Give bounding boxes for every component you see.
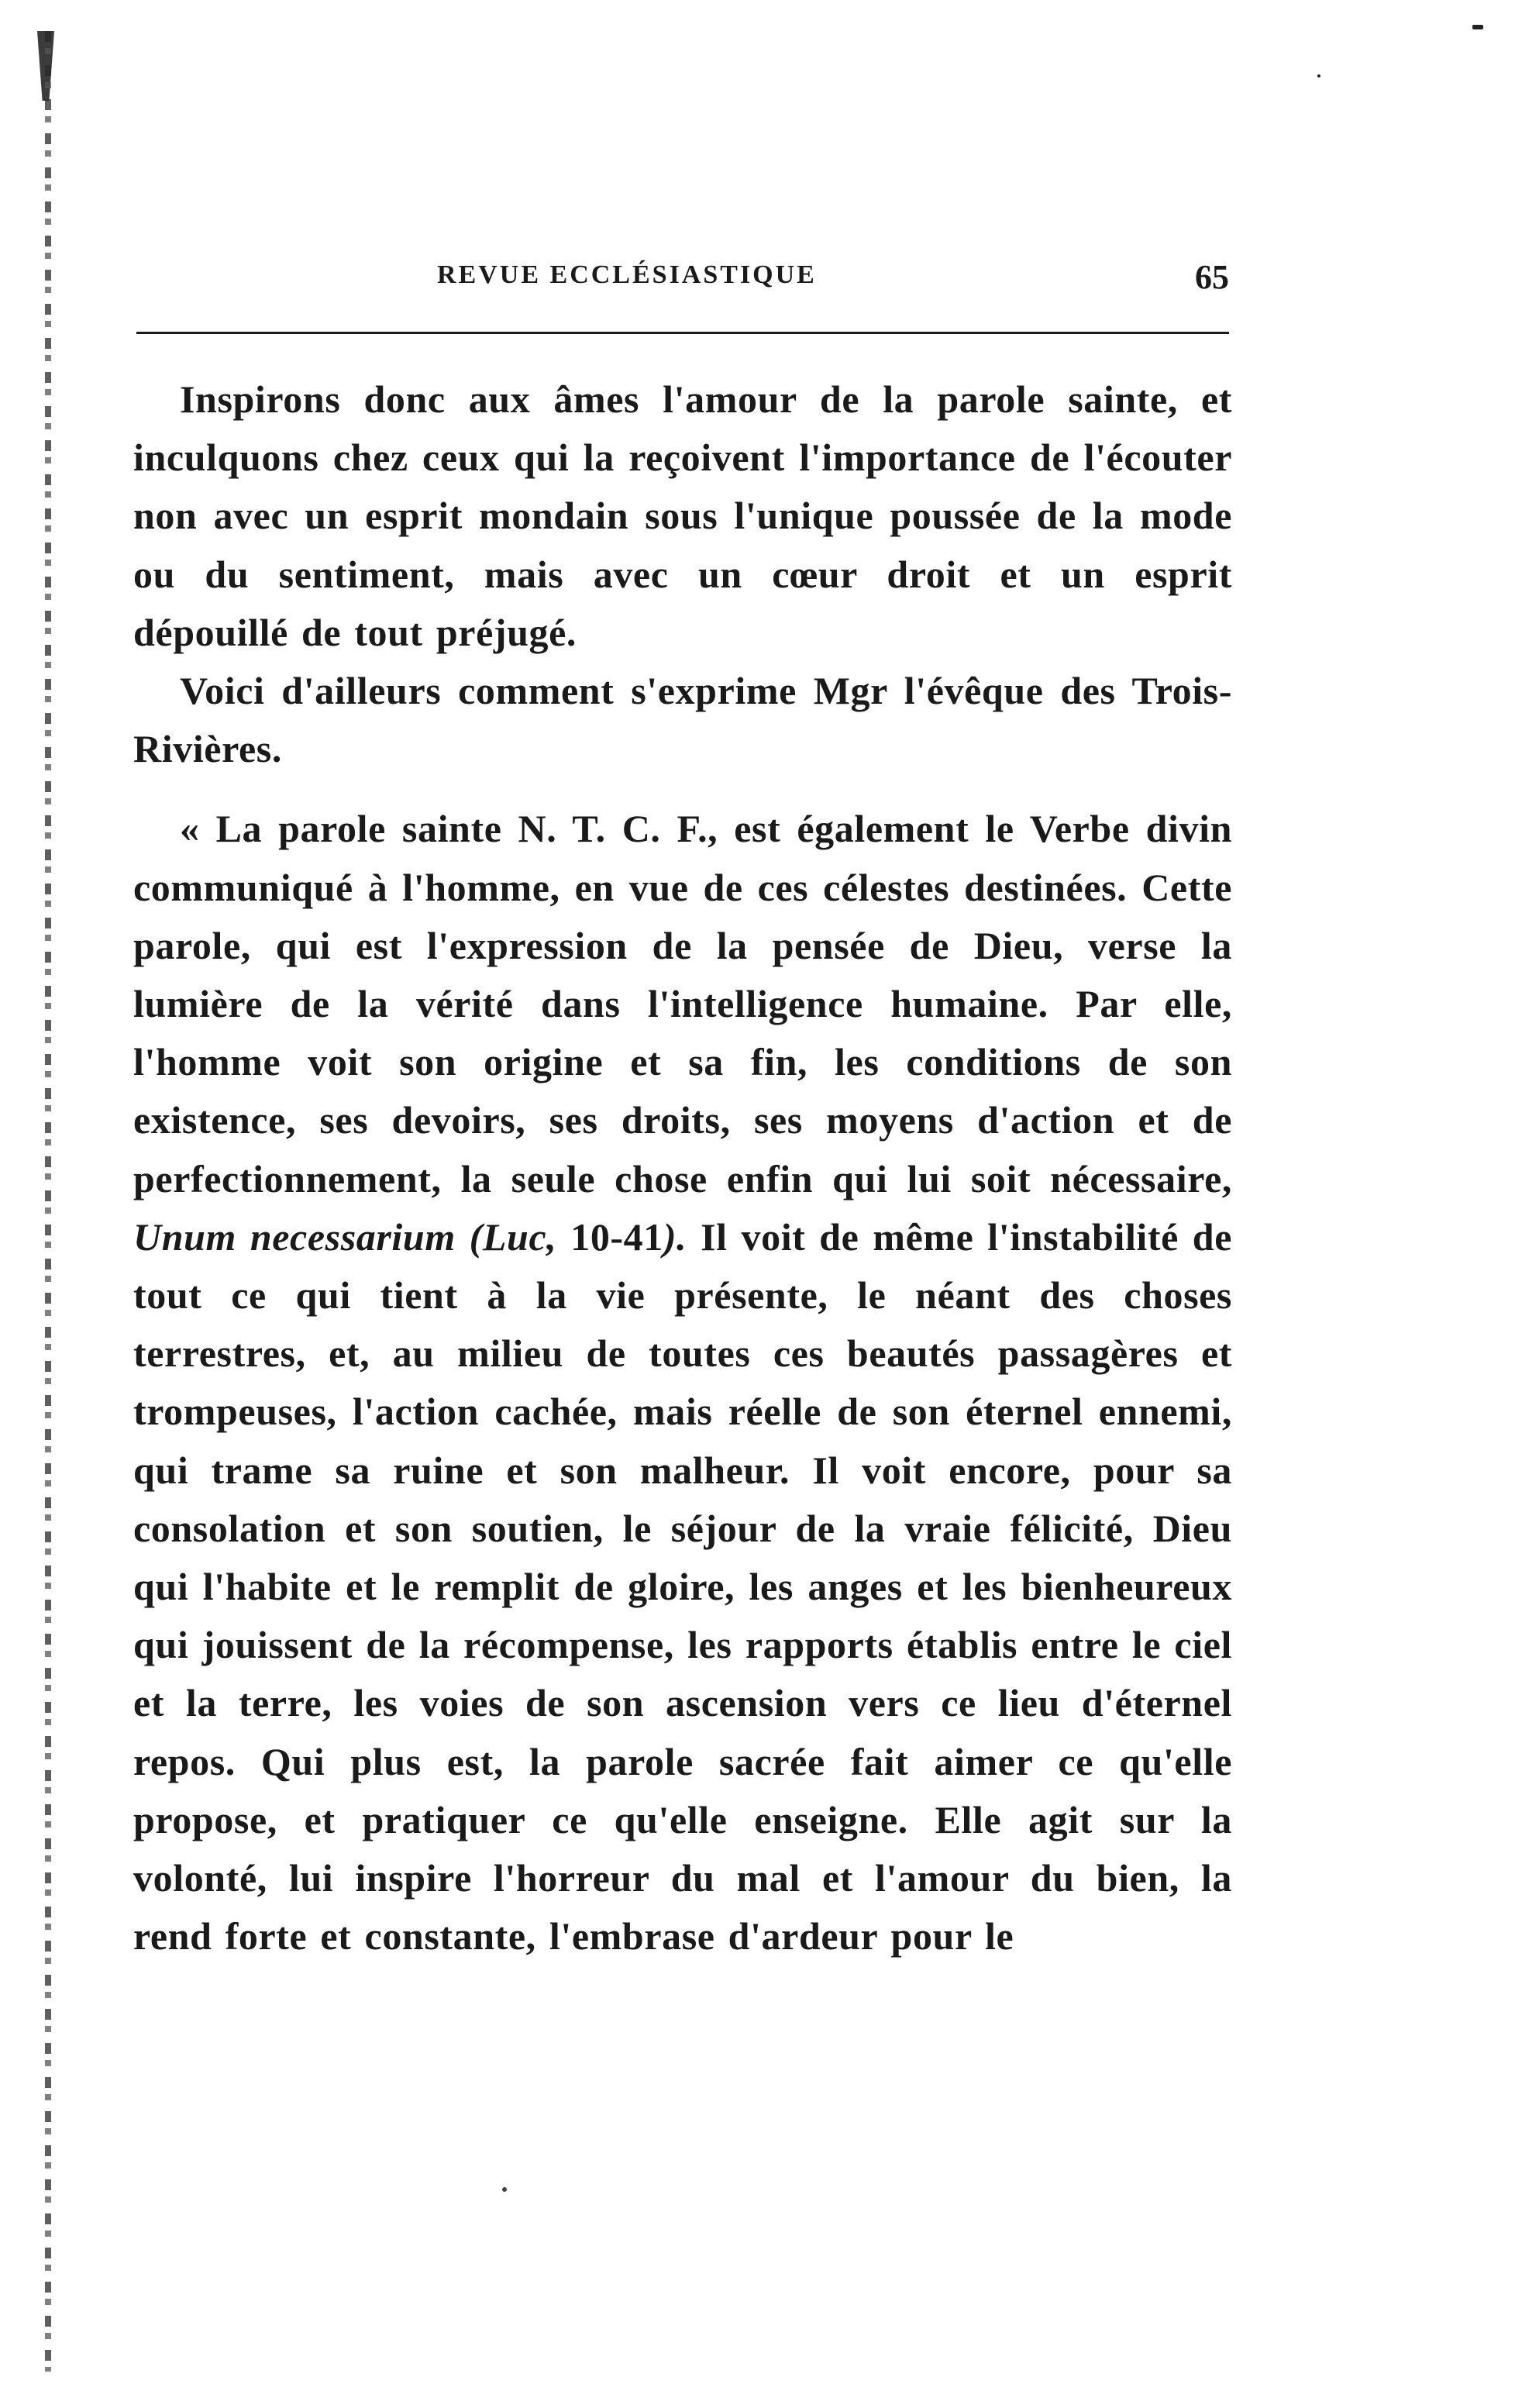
paragraph-1: Inspirons donc aux âmes l'amour de la parole sainte, et inculquons chez ceux qui la reçoivent l'importance de l'écouter non avec un esprit mondain sous l'unique poussée de la mode ou du sentiment, mais avec un cœur droit et un esprit dépouillé de tout préjugé.: [133, 377, 1232, 654]
quotation-text-before: « La parole sainte N. T. C. F., est également le Verbe divin communiqué à l'homme, en vue de ces célestes destinées. Cette parole, qui est l'expression de la pensée de Dieu, verse la lumière de la vérité dans l'intelligence humaine. Par elle, l'homme voit son origine et sa fin, les conditions de son existence, ses devoirs, ses droits, ses moyens d'action et de perfectionnement, la seule chose enfin qui lui soit nécessaire,: [133, 807, 1232, 1201]
citation-reference: 10-41: [570, 1214, 663, 1259]
page-number: 65: [1195, 258, 1229, 296]
ink-speck: [1317, 74, 1320, 78]
binding-edge: [45, 31, 51, 2372]
body-text: [133, 370, 1232, 1965]
header-rule: [136, 332, 1229, 334]
running-title: REVUE ECCLÉSIASTIQUE: [437, 260, 817, 289]
citation-close: ).: [663, 1214, 687, 1259]
running-head: [136, 260, 1229, 307]
latin-phrase: Unum necessarium (Luc,: [133, 1214, 557, 1259]
paragraph-3-quotation: [133, 800, 1232, 1965]
ink-speck: [502, 2187, 507, 2192]
paragraph-2: Voici d'ailleurs comment s'exprime Mgr l'évêque des Trois-Rivières.: [133, 669, 1232, 771]
ink-speck: [1472, 25, 1483, 29]
quotation-text-after: Il voit de même l'instabilité de tout ce qui tient à la vie présente, le néant des choses terrestres, et, au milieu de toutes ces beautés passagères et trompeuses, l'action cachée, mais réelle de son éternel ennemi, qui trame sa ruine et son malheur. Il voit encore, pour sa consolation et son soutien, le séjour de la vraie félicité, Dieu qui l'habite et le remplit de gloire, les anges et les bienheureux qui jouissent de la récompense, les rapports établis entre le ciel et la terre, les voies de son ascension vers ce lieu d'éternel repos. Qui plus est, la parole sacrée fait aimer ce qu'elle propose, et pratiquer ce qu'elle enseigne. Elle agit sur la volonté, lui inspire l'horreur du mal et l'amour du bien, la rend forte et constante, l'embrase d'ardeur pour le: [133, 1214, 1233, 1958]
